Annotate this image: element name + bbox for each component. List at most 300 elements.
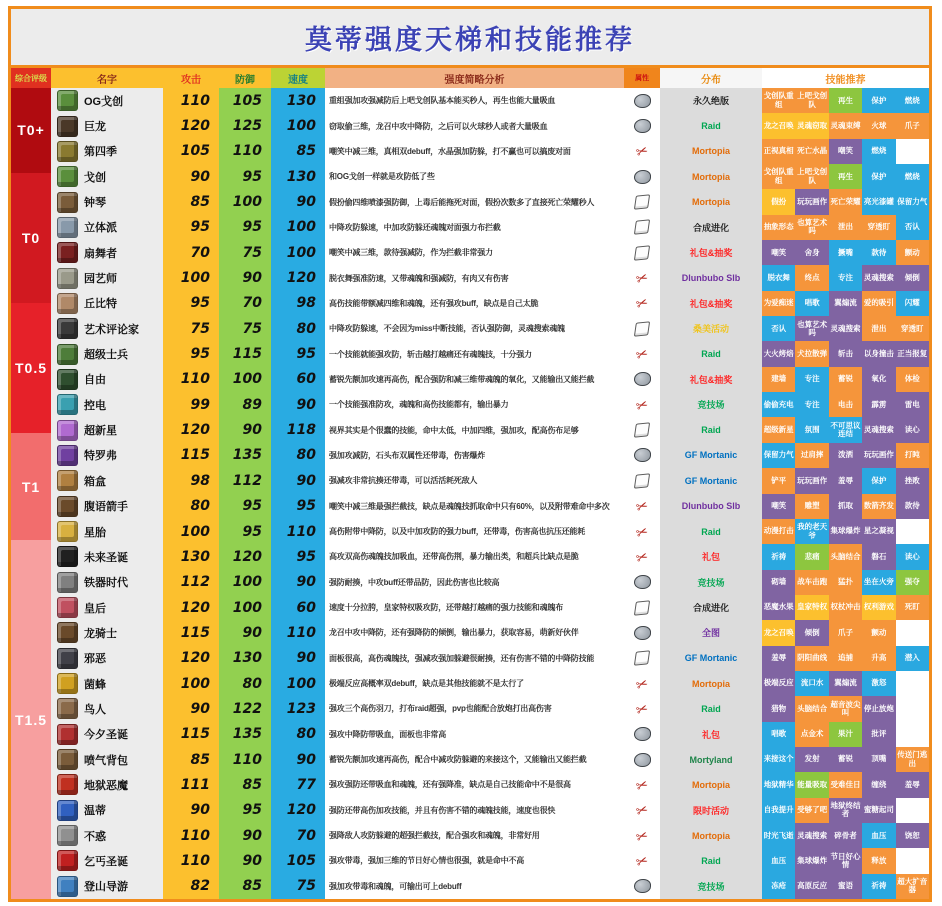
type-cell xyxy=(624,367,660,392)
skill-chip: 头脑结合 xyxy=(795,696,828,721)
analysis-text: 速度十分拉胯，皇家特权吸攻防，还带越打越痛的强力技能和魂魄布 xyxy=(325,595,624,620)
type-cell xyxy=(624,468,660,493)
distribution-label: 竞技场 xyxy=(660,570,762,595)
name-cell xyxy=(51,646,163,671)
name-cell xyxy=(51,341,163,366)
skill-chip: 缠绕 xyxy=(862,772,895,797)
distribution-label: 礼包 xyxy=(660,722,762,747)
table-row xyxy=(51,848,929,873)
paper-icon xyxy=(634,422,650,437)
skill-chip: 撅嘴 xyxy=(829,240,862,265)
distribution-label: Mortopia xyxy=(660,823,762,848)
name-cell xyxy=(51,468,163,493)
type-cell xyxy=(624,874,660,899)
defense-value: 70 xyxy=(219,291,271,316)
column-header-attack: 攻击 xyxy=(163,68,219,88)
skill-chip: 保留力气 xyxy=(896,189,929,214)
morty-name: 钟琴 xyxy=(84,197,106,210)
skill-chip: 我的老天爷 xyxy=(795,519,828,544)
scissors-icon: ✂ xyxy=(633,344,651,364)
skill-chip: 高原反应 xyxy=(795,874,828,899)
analysis-text: 强攻三个高伤羽刀，打布raid超强，pvp也能配合放炮打出高伤害 xyxy=(325,696,624,721)
paper-icon xyxy=(634,321,650,336)
table-row xyxy=(51,113,929,138)
skill-chip: 读心 xyxy=(896,417,929,442)
skill-chip: 点金术 xyxy=(795,722,828,747)
type-cell xyxy=(624,240,660,265)
speed-value: 90 xyxy=(271,189,325,214)
type-cell xyxy=(624,570,660,595)
name-cell xyxy=(51,417,163,442)
skill-chip: 嘲笑 xyxy=(829,139,862,164)
skill-chip: 上吧戈创队 xyxy=(795,88,828,113)
speed-value: 120 xyxy=(271,265,325,290)
skills-cell xyxy=(762,671,929,696)
skill-chip: 玩玩画作 xyxy=(795,189,828,214)
table-row xyxy=(51,671,929,696)
avatar xyxy=(57,293,78,314)
skill-chip: 龙之召唤 xyxy=(762,113,795,138)
distribution-label: 礼包&抽奖 xyxy=(660,291,762,316)
type-cell xyxy=(624,646,660,671)
rock-icon xyxy=(634,753,651,767)
skill-chip: 火球 xyxy=(862,113,895,138)
defense-value: 110 xyxy=(219,139,271,164)
paper-icon xyxy=(634,194,650,209)
skills-cell xyxy=(762,798,929,823)
name-cell xyxy=(51,367,163,392)
analysis-text: 视界其实是个很蠢的技能，命中太低，中加四维，强加攻，配高伤布足够 xyxy=(325,417,624,442)
morty-name: 龙骑士 xyxy=(84,627,117,640)
name-cell xyxy=(51,215,163,240)
analysis-text: 窃取偷三维，龙召中攻中降防，之后可以火球秒人或者大量吸血 xyxy=(325,113,624,138)
scissors-icon: ✂ xyxy=(633,851,651,871)
skill-chip: 为爱痴迷 xyxy=(762,291,795,316)
column-header-speed: 速度 xyxy=(271,68,325,88)
skills-cell xyxy=(762,443,929,468)
type-cell xyxy=(624,392,660,417)
morty-name: 超级士兵 xyxy=(84,349,128,362)
distribution-label: Dlunbubo Slb xyxy=(660,494,762,519)
type-cell xyxy=(624,747,660,772)
skill-chip: 灵魂搜索 xyxy=(862,265,895,290)
type-cell xyxy=(624,113,660,138)
attack-value: 100 xyxy=(163,671,219,696)
skill-chip: 建墙 xyxy=(762,367,795,392)
skills-cell xyxy=(762,570,929,595)
avatar xyxy=(57,724,78,745)
analysis-text: 强减攻非常抗揍还带毒，可以活活耗死敌人 xyxy=(325,468,624,493)
skills-cell xyxy=(762,722,929,747)
tier-label: T1.5 xyxy=(14,711,47,728)
skill-chip: 抽象形态 xyxy=(762,215,795,240)
distribution-label: Raid xyxy=(660,417,762,442)
attack-value: 99 xyxy=(163,392,219,417)
morty-name: 园艺师 xyxy=(84,273,117,286)
morty-name: 扇舞者 xyxy=(84,247,117,260)
scissors-icon: ✂ xyxy=(633,800,651,820)
skill-chip: 受够了吧 xyxy=(795,798,828,823)
attack-value: 82 xyxy=(163,874,219,899)
scissors-icon: ✂ xyxy=(633,826,651,846)
skill-chip: 蓄锐 xyxy=(829,367,862,392)
table-row xyxy=(51,367,929,392)
speed-value: 90 xyxy=(271,468,325,493)
speed-value: 77 xyxy=(271,772,325,797)
skill-chip: 正当报复 xyxy=(896,341,929,366)
avatar xyxy=(57,572,78,593)
distribution-label: 礼包 xyxy=(660,544,762,569)
speed-value: 90 xyxy=(271,747,325,772)
table-row xyxy=(51,443,929,468)
skill-chip: 氧化 xyxy=(862,367,895,392)
skill-chip: 动漫打击 xyxy=(762,519,795,544)
table-row xyxy=(51,88,929,113)
table-body xyxy=(11,88,929,899)
avatar xyxy=(57,774,78,795)
skill-chip: 穿透盯 xyxy=(862,215,895,240)
distribution-label: 礼包&抽奖 xyxy=(660,240,762,265)
skill-chip: 颤动 xyxy=(896,240,929,265)
skill-chip: 颤动 xyxy=(862,620,895,645)
skill-chip: 来接这个 xyxy=(762,747,795,772)
speed-value: 85 xyxy=(271,139,325,164)
skill-chip: 保护 xyxy=(862,468,895,493)
scissors-icon: ✂ xyxy=(633,775,651,795)
avatar xyxy=(57,192,78,213)
skill-chip: 磐石 xyxy=(862,544,895,569)
distribution-label: Raid xyxy=(660,519,762,544)
attack-value: 111 xyxy=(163,772,219,797)
attack-value: 90 xyxy=(163,798,219,823)
table-row xyxy=(51,341,929,366)
table-row xyxy=(51,620,929,645)
attack-value: 110 xyxy=(163,88,219,113)
skill-chip: 流口水 xyxy=(795,671,828,696)
skill-chip: 打盹 xyxy=(896,443,929,468)
avatar xyxy=(57,800,78,821)
skills-cell xyxy=(762,848,929,873)
table-row xyxy=(51,316,929,341)
speed-value: 75 xyxy=(271,874,325,899)
table-row xyxy=(51,696,929,721)
skill-chip: 超级新星 xyxy=(762,417,795,442)
rock-icon xyxy=(634,119,651,133)
analysis-text: 假扮偷四维喷漆强防御，上毒后能拖死对面，假扮次数多了直接死亡荣耀秒人 xyxy=(325,189,624,214)
column-header-distribution: 分布 xyxy=(660,68,762,88)
avatar xyxy=(57,242,78,263)
table-row xyxy=(51,595,929,620)
skill-chip: 铲平 xyxy=(762,468,795,493)
skill-chip: 羞辱 xyxy=(829,468,862,493)
speed-value: 80 xyxy=(271,316,325,341)
attack-value: 70 xyxy=(163,240,219,265)
attack-value: 95 xyxy=(163,215,219,240)
analysis-text: 强防耐揍，中攻buff还带品防，因此伤害也比较高 xyxy=(325,570,624,595)
skill-chip: 激怒 xyxy=(862,671,895,696)
attack-value: 90 xyxy=(163,164,219,189)
table-row xyxy=(51,265,929,290)
analysis-text: 强降敌人攻防躲避的超强拦截技，配合强攻和魂魄，非常好用 xyxy=(325,823,624,848)
skills-cell xyxy=(762,468,929,493)
morty-name: 星胎 xyxy=(84,526,106,539)
skill-chip: 倾倒 xyxy=(795,620,828,645)
speed-value: 110 xyxy=(271,620,325,645)
skill-chip: 羞辱 xyxy=(762,646,795,671)
morty-name: 腹语箭手 xyxy=(84,501,128,514)
attack-value: 115 xyxy=(163,722,219,747)
paper-icon xyxy=(634,600,650,615)
skill-chip: 读心 xyxy=(896,544,929,569)
avatar xyxy=(57,394,78,415)
skill-chip: 戈创队重组 xyxy=(762,164,795,189)
skill-chip: 体检 xyxy=(896,367,929,392)
skill-chip: 死盯 xyxy=(896,595,929,620)
speed-value: 95 xyxy=(271,341,325,366)
skill-chip: 星之凝视 xyxy=(862,519,895,544)
table-row xyxy=(51,215,929,240)
skill-chip: 穿透盯 xyxy=(896,316,929,341)
analysis-text: 强攻带毒，强加三维的节日好心情也很强，就是命中不高 xyxy=(325,848,624,873)
skills-cell xyxy=(762,215,929,240)
table-row xyxy=(51,494,929,519)
speed-value: 90 xyxy=(271,392,325,417)
skill-chip: 泄出 xyxy=(862,316,895,341)
defense-value: 95 xyxy=(219,798,271,823)
defense-value: 85 xyxy=(219,772,271,797)
table-row xyxy=(51,164,929,189)
distribution-label: 礼包&抽奖 xyxy=(660,367,762,392)
skill-chip: 集球爆炸 xyxy=(829,519,862,544)
skill-chip: 权杖冲击 xyxy=(829,595,862,620)
analysis-text: 中降攻防躲速，不会因为miss中断技能，否认强防御，灵魂搜索魂魄 xyxy=(325,316,624,341)
attack-value: 75 xyxy=(163,316,219,341)
name-cell xyxy=(51,392,163,417)
morty-name: 自由 xyxy=(84,374,106,387)
distribution-label: GF Mortanic xyxy=(660,443,762,468)
skill-chip: 不可思议连结 xyxy=(829,417,862,442)
skill-chip: 专注 xyxy=(795,367,828,392)
skill-chip: 霹雳 xyxy=(862,392,895,417)
speed-value: 100 xyxy=(271,240,325,265)
paper-icon xyxy=(634,220,650,235)
distribution-label: Raid xyxy=(660,848,762,873)
speed-value: 70 xyxy=(271,823,325,848)
skill-chip: 传送门逃出 xyxy=(896,747,929,772)
type-cell xyxy=(624,139,660,164)
morty-name: 箱盒 xyxy=(84,475,106,488)
skill-chip: 大火烤焙 xyxy=(762,341,795,366)
skills-cell xyxy=(762,240,929,265)
rock-icon xyxy=(634,727,651,741)
defense-value: 110 xyxy=(219,747,271,772)
defense-value: 125 xyxy=(219,113,271,138)
attack-value: 110 xyxy=(163,823,219,848)
attack-value: 120 xyxy=(163,113,219,138)
morty-name: 控电 xyxy=(84,399,106,412)
skill-chip: 死亡荣耀 xyxy=(829,189,862,214)
type-cell xyxy=(624,494,660,519)
analysis-text: 中降攻防躲速，中加攻防躲还魂魄对面强力布拦截 xyxy=(325,215,624,240)
distribution-label: 合成进化 xyxy=(660,595,762,620)
skill-chip: 专注 xyxy=(829,265,862,290)
analysis-text: 龙召中攻中降防，还有强降防的倾倒，输出暴力，获取容易，萌新好伙伴 xyxy=(325,620,624,645)
type-cell xyxy=(624,265,660,290)
column-header-skills: 技能推荐 xyxy=(762,68,929,88)
skill-chip: 抓取 xyxy=(829,494,862,519)
page-title: 莫蒂强度天梯和技能推荐 xyxy=(305,24,635,55)
skill-chip: 否认 xyxy=(896,215,929,240)
distribution-label: Raid xyxy=(660,696,762,721)
type-cell xyxy=(624,215,660,240)
attack-value: 95 xyxy=(163,341,219,366)
speed-value: 95 xyxy=(271,544,325,569)
skill-chip: 爪子 xyxy=(896,113,929,138)
skill-chip: 泼洒 xyxy=(829,443,862,468)
name-cell xyxy=(51,747,163,772)
defense-value: 135 xyxy=(219,443,271,468)
type-cell xyxy=(624,544,660,569)
skill-chip: 过肩摔 xyxy=(795,443,828,468)
skill-chip: 嘲笑 xyxy=(762,240,795,265)
type-cell xyxy=(624,341,660,366)
type-cell xyxy=(624,772,660,797)
skill-chip: 假扮 xyxy=(762,189,795,214)
morty-name: 戈创 xyxy=(84,171,106,184)
skill-chip: 祈祷 xyxy=(862,874,895,899)
avatar xyxy=(57,445,78,466)
name-cell xyxy=(51,696,163,721)
defense-value: 112 xyxy=(219,468,271,493)
skill-chip: 碎骨者 xyxy=(829,823,862,848)
analysis-text: 脱衣舞强准防速，又带魂魄和强减防，有肉又有伤害 xyxy=(325,265,624,290)
rock-icon xyxy=(634,626,651,640)
skills-cell xyxy=(762,747,929,772)
skills-cell xyxy=(762,874,929,899)
skills-cell xyxy=(762,392,929,417)
speed-value: 95 xyxy=(271,494,325,519)
speed-value: 100 xyxy=(271,671,325,696)
avatar xyxy=(57,344,78,365)
skills-cell xyxy=(762,341,929,366)
morty-name: 登山导游 xyxy=(84,881,128,894)
table-row xyxy=(51,874,929,899)
distribution-label: 竞技场 xyxy=(660,392,762,417)
skill-chip: 皇家特权 xyxy=(795,595,828,620)
skill-chip: 猎物 xyxy=(762,696,795,721)
name-cell xyxy=(51,139,163,164)
attack-value: 120 xyxy=(163,417,219,442)
skill-chip: 超大扩音器 xyxy=(896,874,929,899)
skill-chip: 恶魔水果 xyxy=(762,595,795,620)
name-cell xyxy=(51,494,163,519)
avatar xyxy=(57,496,78,517)
type-cell xyxy=(624,620,660,645)
skill-chip: 也算艺术吗 xyxy=(795,215,828,240)
avatar xyxy=(57,622,78,643)
analysis-text: 蓄锐先额加攻速再高伤，配合强防和减三维带魂魄的氧化，又能输出又能拦截 xyxy=(325,367,624,392)
skill-chip: 倾倒 xyxy=(896,265,929,290)
defense-value: 95 xyxy=(219,215,271,240)
header-row xyxy=(11,68,929,88)
skill-chip: 再生 xyxy=(829,164,862,189)
avatar xyxy=(57,318,78,339)
analysis-text: 强加攻减防，石头布双属性还带毒，伤害爆炸 xyxy=(325,443,624,468)
skills-cell xyxy=(762,316,929,341)
skill-chip: 亮光漆罐 xyxy=(862,189,895,214)
defense-value: 90 xyxy=(219,265,271,290)
defense-value: 75 xyxy=(219,240,271,265)
tier-column xyxy=(11,88,51,899)
name-cell xyxy=(51,443,163,468)
skill-chip: 权利游戏 xyxy=(862,595,895,620)
distribution-label: 竞技场 xyxy=(660,874,762,899)
attack-value: 120 xyxy=(163,646,219,671)
skill-chip: 集球爆炸 xyxy=(795,848,828,873)
skill-chip: 上吧戈创队 xyxy=(795,164,828,189)
distribution-label: Raid xyxy=(660,341,762,366)
skills-cell xyxy=(762,417,929,442)
attack-value: 110 xyxy=(163,367,219,392)
paper-icon xyxy=(634,245,650,260)
type-cell xyxy=(624,798,660,823)
defense-value: 100 xyxy=(219,595,271,620)
table-row xyxy=(51,392,929,417)
skill-chip: 追捕 xyxy=(829,646,862,671)
speed-value: 130 xyxy=(271,164,325,189)
skill-chip: 批评 xyxy=(862,722,895,747)
skill-chip: 数箭齐发 xyxy=(862,494,895,519)
defense-value: 100 xyxy=(219,570,271,595)
name-cell xyxy=(51,874,163,899)
analysis-text: 一个技能强准防攻，魂魄和高伤技能都有，输出暴力 xyxy=(325,392,624,417)
skill-chip: 再生 xyxy=(829,88,862,113)
name-cell xyxy=(51,595,163,620)
analysis-text: 高攻双高伤魂魄技加吸血，还带高伤荆，暴力输出类，和超兵比缺点是脆 xyxy=(325,544,624,569)
skill-chip: 斩击 xyxy=(829,341,862,366)
skill-chip: 正视真相 xyxy=(762,139,795,164)
morty-name: 邪恶 xyxy=(84,653,106,666)
speed-value: 90 xyxy=(271,570,325,595)
table-row xyxy=(51,798,929,823)
analysis-text: 强防还带高伤加攻技能，并且有伤害不错的魂魄技能，速度也很快 xyxy=(325,798,624,823)
skill-chip: 升高 xyxy=(862,646,895,671)
table-row xyxy=(51,139,929,164)
defense-value: 80 xyxy=(219,671,271,696)
skills-cell xyxy=(762,620,929,645)
skill-chip: 唱歌 xyxy=(762,722,795,747)
type-cell xyxy=(624,164,660,189)
morty-name: 立体派 xyxy=(84,222,117,235)
tier-list-page xyxy=(8,6,932,902)
distribution-label: Mortopia xyxy=(660,772,762,797)
scissors-icon: ✂ xyxy=(633,141,651,161)
type-cell xyxy=(624,417,660,442)
analysis-text: 嘲笑中减三维，真相双debuff，水晶强加防躲，打不赢也可以搞废对面 xyxy=(325,139,624,164)
analysis-text: 高伤附带中降防，以及中加攻防的强力buff，还带毒，伤害高也抗压还能耗 xyxy=(325,519,624,544)
scissors-icon: ✂ xyxy=(633,395,651,415)
skill-chip: 节日好心情 xyxy=(829,848,862,873)
morty-name: 乞丐圣诞 xyxy=(84,855,128,868)
attack-value: 85 xyxy=(163,747,219,772)
skills-cell xyxy=(762,544,929,569)
attack-value: 115 xyxy=(163,443,219,468)
skill-chip: 头脑结合 xyxy=(829,544,862,569)
skills-cell xyxy=(762,113,929,138)
analysis-text: 强加攻带毒和魂魄，可输出可上debuff xyxy=(325,874,624,899)
analysis-text: 一个技能就能强攻防，斩击越打越痛还有魂魄技，十分强力 xyxy=(325,341,624,366)
distribution-label: Mortopia xyxy=(660,189,762,214)
